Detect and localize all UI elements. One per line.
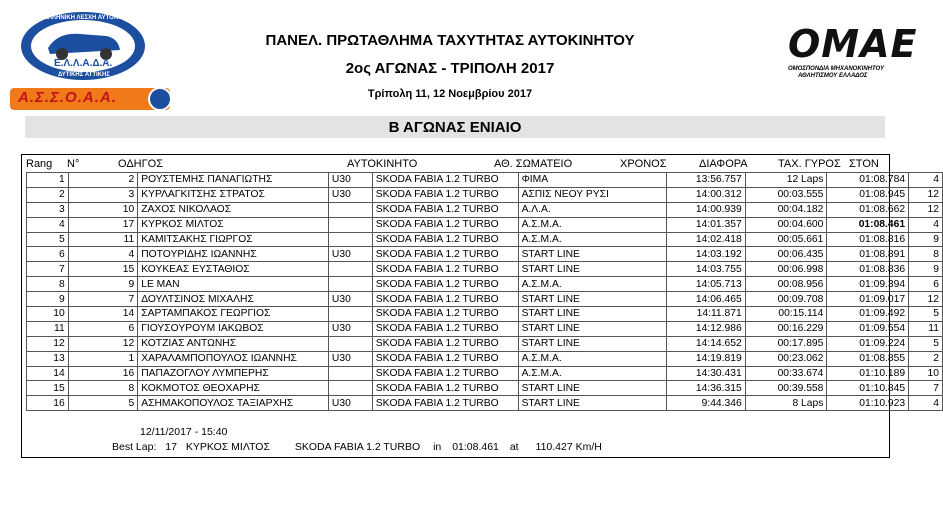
cell-driver: ΚΥΡΚΟΣ ΜΙΛΤΟΣ [138, 217, 329, 232]
cell-gap: 00:03.555 [745, 187, 827, 202]
cell-car: SKODA FABIA 1.2 TURBO [372, 232, 518, 247]
cell-time: 14:03.755 [666, 262, 745, 277]
table-row [27, 351, 943, 366]
table-row [27, 366, 943, 381]
cell-rang: 5 [27, 232, 69, 247]
cell-gap: 8 Laps [745, 396, 827, 411]
cell-on-lap: 5 [909, 307, 943, 322]
cell-cat: U30 [328, 187, 372, 202]
best-lap-line [112, 441, 602, 453]
cell-driver: ΖΑΧΟΣ ΝΙΚΟΛΑΟΣ [138, 202, 329, 217]
cell-gap: 00:16.229 [745, 321, 827, 336]
cell-club: START LINE [518, 292, 666, 307]
cell-car: SKODA FABIA 1.2 TURBO [372, 307, 518, 322]
cell-on-lap: 4 [909, 396, 943, 411]
col-header-fastest: ΤΑΧ. ΓΥΡΟΣ [778, 158, 841, 170]
cell-no: 2 [68, 173, 137, 188]
cell-gap: 00:33.674 [745, 366, 827, 381]
cell-on-lap: 5 [909, 336, 943, 351]
cell-no: 1 [68, 351, 137, 366]
cell-driver: ΚΥΡΛΑΓΚΙΤΣΗΣ ΣΤΡΑΤΟΣ [138, 187, 329, 202]
cell-on-lap: 12 [909, 187, 943, 202]
cell-fastest: 01:08.836 [827, 262, 909, 277]
cell-cat [328, 262, 372, 277]
race-title: Β ΑΓΩΝΑΣ ΕΝΙΑΙΟ [388, 119, 522, 136]
cell-time: 14:14.652 [666, 336, 745, 351]
cell-car: SKODA FABIA 1.2 TURBO [372, 366, 518, 381]
cell-fastest: 01:08.784 [827, 173, 909, 188]
event-title: 2ος ΑΓΩΝΑΣ - ΤΡΙΠΟΛΗ 2017 [345, 60, 555, 77]
cell-cat: U30 [328, 351, 372, 366]
cell-fastest: 01:08.945 [827, 187, 909, 202]
cell-car: SKODA FABIA 1.2 TURBO [372, 247, 518, 262]
table-row [27, 262, 943, 277]
cell-rang: 3 [27, 202, 69, 217]
cell-rang: 12 [27, 336, 69, 351]
cell-cat: U30 [328, 247, 372, 262]
cell-rang: 16 [27, 396, 69, 411]
club-logo-top-text: ΕΛΛΗΝΙΚΗ ΛΕΣΧΗ ΑΥΤΟΚΙΝΗΤΟΥ [44, 15, 141, 21]
cell-time: 14:05.713 [666, 277, 745, 292]
cell-cat: U30 [328, 173, 372, 188]
table-row [27, 336, 943, 351]
cell-cat [328, 217, 372, 232]
report-timestamp: 12/11/2017 - 15:40 [140, 426, 228, 438]
best-lap-time: 01:08.461 [452, 441, 499, 453]
club-logo-mid-text: Ε.Λ.Λ.Α.Δ.Α. [54, 58, 113, 69]
cell-club: START LINE [518, 247, 666, 262]
cell-no: 8 [68, 381, 137, 396]
cell-fastest: 01:08.855 [827, 351, 909, 366]
cell-on-lap: 9 [909, 232, 943, 247]
best-lap-driver: ΚΥΡΚΟΣ ΜΙΛΤΟΣ [185, 441, 270, 453]
cell-fastest: 01:09.224 [827, 336, 909, 351]
cell-no: 17 [68, 217, 137, 232]
cell-driver: LE MAN [138, 277, 329, 292]
race-title-bar [25, 116, 885, 138]
table-row [27, 307, 943, 322]
cell-fastest: 01:08.816 [827, 232, 909, 247]
cell-rang: 2 [27, 187, 69, 202]
col-header-on-lap: ΣΤΟΝ [849, 158, 879, 170]
best-lap-label: Best Lap: [112, 441, 157, 453]
cell-time: 13:56.757 [666, 173, 745, 188]
col-header-car: ΑΥΤΟΚΙΝΗΤΟ [347, 158, 418, 170]
cell-no: 15 [68, 262, 137, 277]
cell-rang: 14 [27, 366, 69, 381]
cell-club: START LINE [518, 381, 666, 396]
cell-rang: 11 [27, 321, 69, 336]
cell-time: 14:36.315 [666, 381, 745, 396]
cell-gap: 00:04.182 [745, 202, 827, 217]
club-logo [10, 6, 180, 116]
cell-driver: ΓΙΟΥΣΟΥΡΟΥΜ ΙΑΚΩΒΟΣ [138, 321, 329, 336]
cell-driver: ΚΑΜΙΤΣΑΚΗΣ ΓΙΩΡΓΟΣ [138, 232, 329, 247]
cell-gap: 00:39.558 [745, 381, 827, 396]
cell-driver: ΚΟΥΚΕΑΣ ΕΥΣΤΑΘΙΟΣ [138, 262, 329, 277]
col-header-driver: ΟΔΗΓΟΣ [118, 158, 164, 170]
cell-club: ΦΙΜΑ [518, 173, 666, 188]
cell-cat [328, 366, 372, 381]
table-row [27, 292, 943, 307]
cell-club: START LINE [518, 336, 666, 351]
cell-driver: ΧΑΡΑΛΑΜΠΟΠΟΥΛΟΣ ΙΩΑΝΝΗΣ [138, 351, 329, 366]
cell-club: START LINE [518, 262, 666, 277]
table-row [27, 381, 943, 396]
cell-club: Α.Σ.Μ.Α. [518, 217, 666, 232]
table-row [27, 247, 943, 262]
cell-rang: 13 [27, 351, 69, 366]
cell-time: 14:03.192 [666, 247, 745, 262]
cell-club: START LINE [518, 321, 666, 336]
table-row [27, 321, 943, 336]
cell-cat [328, 307, 372, 322]
cell-car: SKODA FABIA 1.2 TURBO [372, 173, 518, 188]
cell-rang: 1 [27, 173, 69, 188]
cell-rang: 8 [27, 277, 69, 292]
federation-logo-text: ΟΜΑΕ [788, 22, 918, 66]
cell-gap: 00:09.708 [745, 292, 827, 307]
col-header-gap: ΔΙΑΦΟΡΑ [699, 158, 748, 170]
cell-fastest: 01:09.017 [827, 292, 909, 307]
cell-club: ΑΣΠΙΣ ΝΕΟΥ ΡΥΣΙ [518, 187, 666, 202]
best-lap-in-word: in [433, 441, 442, 453]
results-table [26, 172, 943, 411]
cell-driver: ΣΑΡΤΑΜΠΑΚΟΣ ΓΕΩΡΓΙΟΣ [138, 307, 329, 322]
federation-logo [788, 24, 918, 94]
table-row [27, 173, 943, 188]
cell-gap: 12 Laps [745, 173, 827, 188]
cell-driver: ΚΟΚΜΟΤΟΣ ΘΕΟΧΑΡΗΣ [138, 381, 329, 396]
cell-rang: 10 [27, 307, 69, 322]
cell-rang: 7 [27, 262, 69, 277]
cell-cat [328, 381, 372, 396]
cell-time: 14:00.939 [666, 202, 745, 217]
cell-gap: 00:05.661 [745, 232, 827, 247]
results-rows [27, 173, 943, 411]
cell-driver: ΚΟΤΖΙΑΣ ΑΝΤΩΝΗΣ [138, 336, 329, 351]
cell-club: START LINE [518, 396, 666, 411]
cell-fastest: 01:10.845 [827, 381, 909, 396]
club-logo-bottom-text: Α.Σ.Σ.Ο.Α.Α. [18, 89, 117, 106]
cell-car: SKODA FABIA 1.2 TURBO [372, 217, 518, 232]
cell-driver: ΡΟΥΣΤΕΜΗΣ ΠΑΝΑΓΙΩΤΗΣ [138, 173, 329, 188]
cell-driver: ΠΑΠΑΖΟΓΛΟΥ ΛΥΜΠΕΡΗΣ [138, 366, 329, 381]
federation-logo-sub2: ΑΘΛΗΤΙΣΜΟΥ ΕΛΛΑΔΟΣ [798, 73, 868, 79]
col-header-time: ΧΡΟΝΟΣ [620, 158, 667, 170]
cell-on-lap: 12 [909, 202, 943, 217]
cell-car: SKODA FABIA 1.2 TURBO [372, 262, 518, 277]
cell-fastest: 01:08.891 [827, 247, 909, 262]
cell-fastest: 01:09.554 [827, 321, 909, 336]
cell-rang: 9 [27, 292, 69, 307]
col-header-club: ΑΘ. ΣΩΜΑΤΕΙΟ [494, 158, 573, 170]
cell-on-lap: 4 [909, 173, 943, 188]
cell-car: SKODA FABIA 1.2 TURBO [372, 277, 518, 292]
cell-cat [328, 336, 372, 351]
cell-gap: 00:06.998 [745, 262, 827, 277]
cell-club: Α.Σ.Μ.Α. [518, 232, 666, 247]
cell-fastest: 01:09.394 [827, 277, 909, 292]
championship-title: ΠΑΝΕΛ. ΠΡΩΤΑΘΛΗΜΑ ΤΑΧΥΤΗΤΑΣ ΑΥΤΟΚΙΝΗΤΟΥ [265, 32, 635, 49]
cell-gap: 00:06.435 [745, 247, 827, 262]
cell-time: 14:19.819 [666, 351, 745, 366]
cell-car: SKODA FABIA 1.2 TURBO [372, 381, 518, 396]
cell-car: SKODA FABIA 1.2 TURBO [372, 202, 518, 217]
cell-fastest: 01:10.923 [827, 396, 909, 411]
cell-car: SKODA FABIA 1.2 TURBO [372, 292, 518, 307]
cell-club: Α.Σ.Μ.Α. [518, 366, 666, 381]
cell-rang: 4 [27, 217, 69, 232]
cell-fastest: 01:08.461 [827, 217, 909, 232]
cell-on-lap: 2 [909, 351, 943, 366]
club-logo-sub-text: ΔΥΤΙΚΗΣ ΑΤΤΙΚΗΣ [58, 72, 110, 78]
cell-no: 10 [68, 202, 137, 217]
cell-cat [328, 232, 372, 247]
table-row [27, 217, 943, 232]
cell-on-lap: 4 [909, 217, 943, 232]
table-row [27, 277, 943, 292]
cell-cat: U30 [328, 396, 372, 411]
cell-club: Α.Σ.Μ.Α. [518, 351, 666, 366]
event-date: Τρίπολη 11, 12 Νοεμβρίου 2017 [367, 88, 533, 100]
cell-no: 11 [68, 232, 137, 247]
cell-car: SKODA FABIA 1.2 TURBO [372, 187, 518, 202]
cell-time: 14:12.986 [666, 321, 745, 336]
col-header-rang: Rang [26, 158, 53, 170]
cell-rang: 6 [27, 247, 69, 262]
cell-on-lap: 11 [909, 321, 943, 336]
best-lap-number: 17 [165, 441, 177, 453]
cell-fastest: 01:09.492 [827, 307, 909, 322]
cell-car: SKODA FABIA 1.2 TURBO [372, 396, 518, 411]
table-row [27, 202, 943, 217]
cell-car: SKODA FABIA 1.2 TURBO [372, 321, 518, 336]
cell-time: 9:44.346 [666, 396, 745, 411]
cell-on-lap: 12 [909, 292, 943, 307]
cell-time: 14:11.871 [666, 307, 745, 322]
cell-gap: 00:08.956 [745, 277, 827, 292]
best-lap-speed: 110.427 Km/H [535, 441, 602, 453]
cell-time: 14:06.465 [666, 292, 745, 307]
table-row [27, 396, 943, 411]
cell-cat [328, 202, 372, 217]
cell-driver: ΔΟΥΛΤΣΙΝΟΣ ΜΙΧΑΛΗΣ [138, 292, 329, 307]
cell-no: 7 [68, 292, 137, 307]
cell-no: 5 [68, 396, 137, 411]
cell-no: 14 [68, 307, 137, 322]
federation-logo-sub1: ΟΜΟΣΠΟΝΔΙΑ ΜΗΧΑΝΟΚΙΝΗΤΟΥ [788, 66, 884, 72]
cell-rang: 15 [27, 381, 69, 396]
cell-on-lap: 10 [909, 366, 943, 381]
cell-no: 9 [68, 277, 137, 292]
cell-gap: 00:15.114 [745, 307, 827, 322]
cell-gap: 00:17.895 [745, 336, 827, 351]
cell-on-lap: 7 [909, 381, 943, 396]
cell-no: 16 [68, 366, 137, 381]
cell-on-lap: 9 [909, 262, 943, 277]
cell-gap: 00:23.062 [745, 351, 827, 366]
cell-time: 14:30.431 [666, 366, 745, 381]
col-header-no: N° [67, 158, 80, 170]
cell-on-lap: 8 [909, 247, 943, 262]
cell-no: 12 [68, 336, 137, 351]
best-lap-at-word: at [509, 441, 519, 453]
cell-club: Α.Σ.Μ.Α. [518, 277, 666, 292]
cell-cat: U30 [328, 321, 372, 336]
cell-cat: U30 [328, 292, 372, 307]
cell-no: 4 [68, 247, 137, 262]
cell-cat [328, 277, 372, 292]
cell-no: 3 [68, 187, 137, 202]
cell-driver: ΠΟΤΟΥΡΙΔΗΣ ΙΩΑΝΝΗΣ [138, 247, 329, 262]
table-row [27, 232, 943, 247]
cell-club: Α.Λ.Α. [518, 202, 666, 217]
cell-no: 6 [68, 321, 137, 336]
cell-car: SKODA FABIA 1.2 TURBO [372, 336, 518, 351]
cell-fastest: 01:10.189 [827, 366, 909, 381]
cell-gap: 00:04.600 [745, 217, 827, 232]
cell-time: 14:02.418 [666, 232, 745, 247]
cell-club: START LINE [518, 307, 666, 322]
best-lap-car: SKODA FABIA 1.2 TURBO [294, 441, 421, 453]
cell-time: 14:01.357 [666, 217, 745, 232]
cell-driver: ΑΣΗΜΑΚΟΠΟΥΛΟΣ ΤΑΞΙΑΡΧΗΣ [138, 396, 329, 411]
cell-on-lap: 6 [909, 277, 943, 292]
cell-car: SKODA FABIA 1.2 TURBO [372, 351, 518, 366]
cell-fastest: 01:08.662 [827, 202, 909, 217]
table-row [27, 187, 943, 202]
cell-time: 14:00.312 [666, 187, 745, 202]
